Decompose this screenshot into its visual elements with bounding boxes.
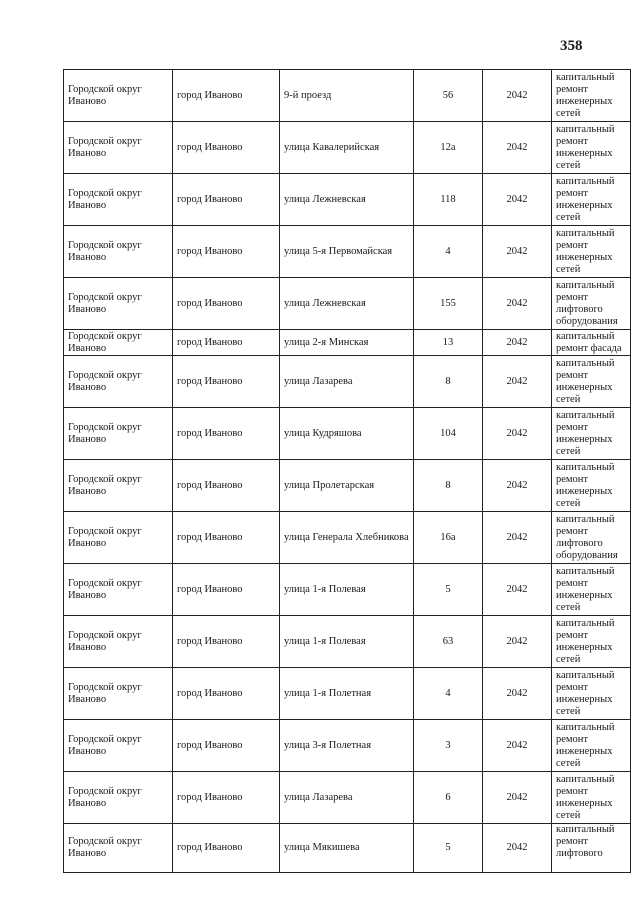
table-row xyxy=(64,668,631,720)
street-cell: улица Мякишева xyxy=(280,824,414,873)
house-number-cell: 4 xyxy=(414,668,483,720)
house-number-cell: 6 xyxy=(414,772,483,824)
table-row xyxy=(64,772,631,824)
house-number-cell: 56 xyxy=(414,70,483,122)
work-type-cell: капитальный ремонт фасада xyxy=(552,330,631,356)
street-cell: улица Генерала Хлебникова xyxy=(280,512,414,564)
house-number-cell: 8 xyxy=(414,460,483,512)
municipality-cell: Городской округ Иваново xyxy=(64,668,173,720)
work-type-cell: капитальный ремонт инженерных сетей xyxy=(552,408,631,460)
table-row xyxy=(64,122,631,174)
city-cell: город Иваново xyxy=(173,174,280,226)
municipality-cell: Городской округ Иваново xyxy=(64,824,173,873)
municipality-cell: Городской округ Иваново xyxy=(64,564,173,616)
street-cell: улица 2-я Минская xyxy=(280,330,414,356)
house-number-cell: 12а xyxy=(414,122,483,174)
street-cell: улица Лазарева xyxy=(280,356,414,408)
repair-schedule-table xyxy=(63,69,631,873)
municipality-cell: Городской округ Иваново xyxy=(64,512,173,564)
page-number: 358 xyxy=(560,38,583,54)
municipality-cell: Городской округ Иваново xyxy=(64,772,173,824)
street-cell: улица 1-я Полевая xyxy=(280,616,414,668)
house-number-cell: 16а xyxy=(414,512,483,564)
house-number-cell: 5 xyxy=(414,564,483,616)
year-cell: 2042 xyxy=(483,356,552,408)
street-cell: улица 5-я Первомайская xyxy=(280,226,414,278)
municipality-cell: Городской округ Иваново xyxy=(64,174,173,226)
city-cell: город Иваново xyxy=(173,278,280,330)
table-row xyxy=(64,226,631,278)
house-number-cell: 13 xyxy=(414,330,483,356)
city-cell: город Иваново xyxy=(173,824,280,873)
table-row xyxy=(64,330,631,356)
street-cell: улица Кудряшова xyxy=(280,408,414,460)
table-row xyxy=(64,460,631,512)
work-type-cell: капитальный ремонт инженерных сетей xyxy=(552,226,631,278)
table-row xyxy=(64,720,631,772)
house-number-cell: 5 xyxy=(414,824,483,873)
city-cell: город Иваново xyxy=(173,564,280,616)
municipality-cell: Городской округ Иваново xyxy=(64,408,173,460)
city-cell: город Иваново xyxy=(173,512,280,564)
street-cell: улица Кавалерийская xyxy=(280,122,414,174)
municipality-cell: Городской округ Иваново xyxy=(64,356,173,408)
year-cell: 2042 xyxy=(483,330,552,356)
table-row xyxy=(64,174,631,226)
table-row xyxy=(64,356,631,408)
work-type-cell: капитальный ремонт инженерных сетей xyxy=(552,122,631,174)
municipality-cell: Городской округ Иваново xyxy=(64,70,173,122)
year-cell: 2042 xyxy=(483,174,552,226)
table-row xyxy=(64,70,631,122)
table-row xyxy=(64,278,631,330)
street-cell: улица 3-я Полетная xyxy=(280,720,414,772)
work-type-cell: капитальный ремонт лифтового оборудования xyxy=(552,278,631,330)
street-cell: улица 1-я Полевая xyxy=(280,564,414,616)
city-cell: город Иваново xyxy=(173,122,280,174)
street-cell: улица Лежневская xyxy=(280,278,414,330)
work-type-cell: капитальный ремонт инженерных сетей xyxy=(552,174,631,226)
street-cell: улица Лазарева xyxy=(280,772,414,824)
year-cell: 2042 xyxy=(483,668,552,720)
work-type-cell: капитальный ремонт инженерных сетей xyxy=(552,460,631,512)
year-cell: 2042 xyxy=(483,278,552,330)
house-number-cell: 63 xyxy=(414,616,483,668)
house-number-cell: 3 xyxy=(414,720,483,772)
municipality-cell: Городской округ Иваново xyxy=(64,226,173,278)
street-cell: улица 1-я Полетная xyxy=(280,668,414,720)
year-cell: 2042 xyxy=(483,122,552,174)
work-type-cell: капитальный ремонт лифтового оборудования xyxy=(552,512,631,564)
work-type-cell: капитальный ремонт инженерных сетей xyxy=(552,70,631,122)
house-number-cell: 4 xyxy=(414,226,483,278)
city-cell: город Иваново xyxy=(173,720,280,772)
year-cell: 2042 xyxy=(483,824,552,873)
year-cell: 2042 xyxy=(483,226,552,278)
work-type-cell: капитальный ремонт инженерных сетей xyxy=(552,720,631,772)
city-cell: город Иваново xyxy=(173,668,280,720)
year-cell: 2042 xyxy=(483,460,552,512)
city-cell: город Иваново xyxy=(173,226,280,278)
city-cell: город Иваново xyxy=(173,460,280,512)
table-row xyxy=(64,512,631,564)
street-cell: улица Пролетарская xyxy=(280,460,414,512)
year-cell: 2042 xyxy=(483,720,552,772)
year-cell: 2042 xyxy=(483,616,552,668)
year-cell: 2042 xyxy=(483,512,552,564)
street-cell: улица Лежневская xyxy=(280,174,414,226)
municipality-cell: Городской округ Иваново xyxy=(64,278,173,330)
municipality-cell: Городской округ Иваново xyxy=(64,720,173,772)
street-cell: 9-й проезд xyxy=(280,70,414,122)
work-type-cell: капитальный ремонт инженерных сетей xyxy=(552,564,631,616)
city-cell: город Иваново xyxy=(173,330,280,356)
work-type-cell: капитальный ремонт инженерных сетей xyxy=(552,772,631,824)
work-type-cell: капитальный ремонт лифтового xyxy=(552,824,631,873)
municipality-cell: Городской округ Иваново xyxy=(64,460,173,512)
year-cell: 2042 xyxy=(483,70,552,122)
house-number-cell: 155 xyxy=(414,278,483,330)
year-cell: 2042 xyxy=(483,564,552,616)
city-cell: город Иваново xyxy=(173,70,280,122)
work-type-cell: капитальный ремонт инженерных сетей xyxy=(552,668,631,720)
table-row xyxy=(64,408,631,460)
municipality-cell: Городской округ Иваново xyxy=(64,616,173,668)
table-body xyxy=(64,70,631,873)
city-cell: город Иваново xyxy=(173,616,280,668)
table-row xyxy=(64,616,631,668)
municipality-cell: Городской округ Иваново xyxy=(64,330,173,356)
work-type-cell: капитальный ремонт инженерных сетей xyxy=(552,616,631,668)
table-row xyxy=(64,824,631,873)
city-cell: город Иваново xyxy=(173,408,280,460)
city-cell: город Иваново xyxy=(173,356,280,408)
house-number-cell: 8 xyxy=(414,356,483,408)
year-cell: 2042 xyxy=(483,772,552,824)
house-number-cell: 118 xyxy=(414,174,483,226)
year-cell: 2042 xyxy=(483,408,552,460)
city-cell: город Иваново xyxy=(173,772,280,824)
municipality-cell: Городской округ Иваново xyxy=(64,122,173,174)
work-type-cell: капитальный ремонт инженерных сетей xyxy=(552,356,631,408)
house-number-cell: 104 xyxy=(414,408,483,460)
table-row xyxy=(64,564,631,616)
